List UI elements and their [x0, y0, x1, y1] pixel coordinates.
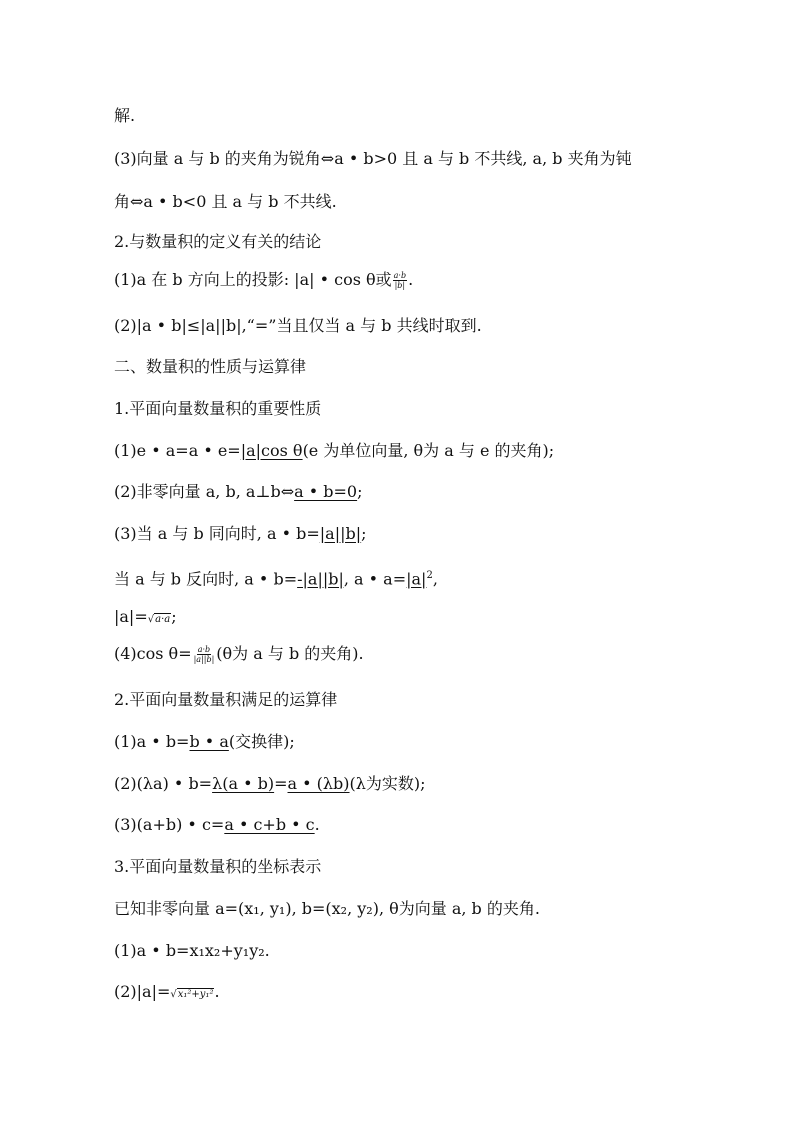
exponent: 2	[426, 570, 433, 581]
radicand: x₁²+y₁²	[177, 989, 214, 1000]
text-segment: (4)cos θ=	[114, 644, 192, 663]
fraction-denominator: |a||b|	[193, 655, 215, 664]
text-segment: .	[314, 815, 320, 834]
text-segment: =	[274, 774, 288, 793]
text-segment: (2)(λa) • b=	[114, 774, 213, 793]
text-line	[114, 441, 554, 461]
text-line	[114, 270, 413, 290]
text-segment: .	[408, 270, 414, 289]
answer-blank: λ(a • b)	[212, 774, 275, 793]
section-heading: 二、数量积的性质与运算律	[114, 357, 307, 376]
text-line: (3)向量 a 与 b 的夹角为锐角⇔a • b>0 且 a 与 b 不共线, a, b 夹角为钝	[114, 149, 632, 168]
answer-blank: a • (λb)	[287, 774, 350, 793]
fraction-numerator: a·b	[393, 271, 407, 280]
text-segment: (1)a 在 b 方向上的投影: |a| • cos θ或	[114, 270, 392, 289]
text-line	[114, 566, 438, 589]
text-line	[114, 644, 364, 664]
section-heading: 2.平面向量数量积满足的运算律	[114, 690, 338, 709]
text-line	[114, 774, 426, 794]
answer-blank: a • b=0	[294, 482, 358, 501]
fraction-denominator: |b|	[394, 281, 406, 290]
answer-blank: -|a||b|	[297, 569, 344, 589]
answer-blank: b • a	[189, 732, 229, 751]
text-segment: ;	[357, 482, 363, 501]
answer-blank: |a|cos θ	[240, 441, 303, 460]
text-segment: (2)非零向量 a, b, a⊥b⇔	[114, 482, 295, 501]
text-segment: ;	[361, 524, 367, 543]
text-line	[114, 732, 295, 752]
square-root: √x₁²+y₁²	[170, 989, 214, 1000]
text-line: 解.	[114, 106, 136, 125]
text-line	[114, 982, 220, 1005]
text-segment: (2)|a|=	[114, 982, 171, 1001]
text-line: 已知非零向量 a=(x₁, y₁), b=(x₂, y₂), θ为向量 a, b 的夹角.	[114, 899, 540, 918]
text-segment: (e 为单位向量, θ为 a 与 e 的夹角);	[302, 441, 555, 460]
fraction-numerator: a·b	[197, 645, 211, 654]
fraction	[193, 645, 216, 664]
text-segment: (θ为 a 与 b 的夹角).	[216, 644, 364, 663]
text-line	[114, 482, 363, 502]
text-segment: 当 a 与 b 反向时, a • b=	[114, 569, 298, 589]
text-line: (2)|a • b|≤|a||b|,“=”当且仅当 a 与 b 共线时取到.	[114, 316, 482, 335]
text-segment: |a|=	[114, 607, 148, 626]
fraction	[393, 271, 407, 290]
section-heading: 3.平面向量数量积的坐标表示	[114, 857, 322, 876]
text-segment: ,	[432, 569, 438, 589]
text-segment: (1)a • b=	[114, 732, 190, 751]
text-segment: (3)当 a 与 b 同向时, a • b=	[114, 524, 320, 543]
section-heading: 1.平面向量数量积的重要性质	[114, 399, 322, 418]
text-line	[114, 607, 177, 630]
text-segment: (3)(a+b) • c=	[114, 815, 225, 834]
section-heading: 2.与数量积的定义有关的结论	[114, 232, 322, 251]
text-line: (1)a • b=x₁x₂+y₁y₂.	[114, 941, 270, 960]
radicand: a·a	[155, 614, 171, 625]
text-line	[114, 815, 320, 835]
text-segment: (λ为实数);	[349, 774, 426, 793]
text-segment: (交换律);	[228, 732, 295, 751]
square-root: √a·a	[147, 614, 171, 625]
answer-blank: |a||b|	[319, 524, 362, 543]
text-line: 角⇔a • b<0 且 a 与 b 不共线.	[114, 192, 337, 211]
answer-blank: |a|	[406, 569, 427, 589]
text-line	[114, 524, 367, 544]
text-segment: (1)e • a=a • e=	[114, 441, 241, 460]
text-segment: .	[214, 982, 220, 1001]
answer-blank: a • c+b • c	[224, 815, 315, 834]
text-segment: , a • a=	[343, 569, 407, 589]
text-segment: ;	[171, 607, 177, 626]
